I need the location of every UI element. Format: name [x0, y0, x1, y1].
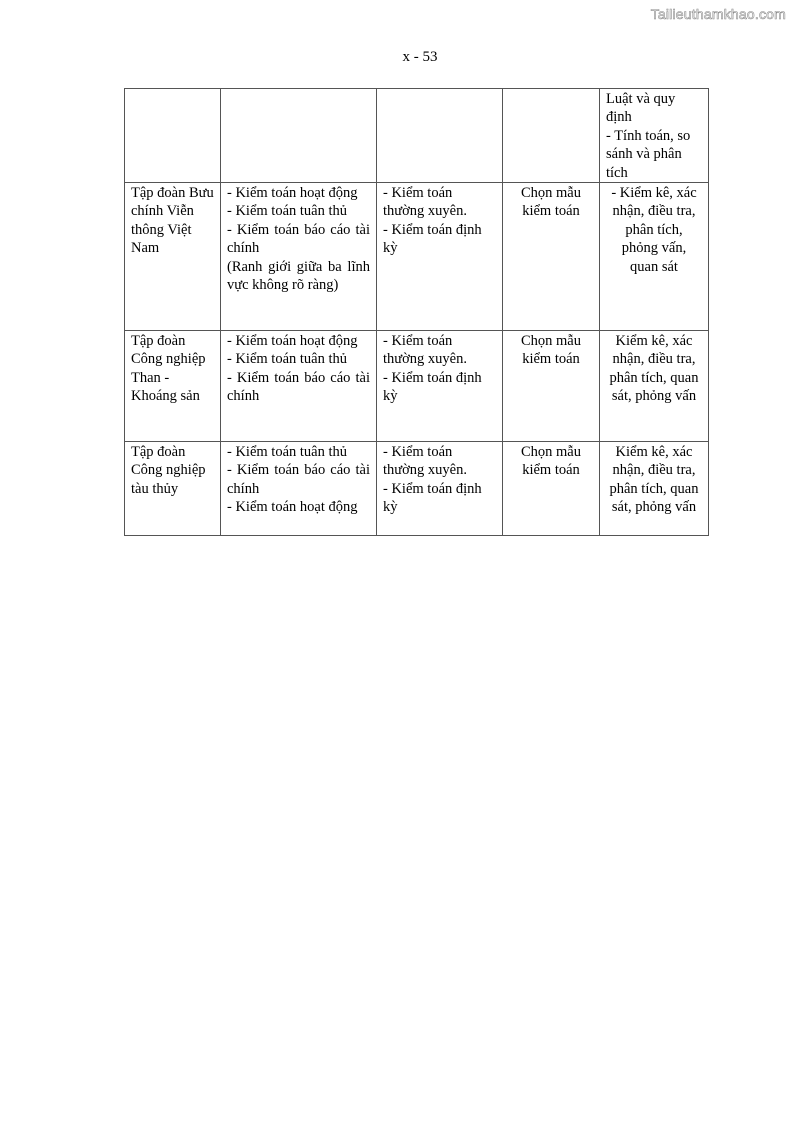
- audit-type-cell: [221, 442, 377, 536]
- table-cell: [221, 89, 377, 183]
- table-cell: [503, 89, 600, 183]
- audit-frequency-cell: [377, 331, 503, 442]
- table-row: [125, 89, 709, 183]
- group-name-cell: Tập đoàn Bưu chính Viễn thông Việt Nam: [125, 183, 221, 331]
- audit-frequency-cell: [377, 183, 503, 331]
- page-number: x - 53: [402, 49, 438, 65]
- table-cell: [600, 89, 709, 183]
- cell-line: - Kiểm toán báo cáo tài chính: [227, 369, 370, 405]
- cell-line: (Ranh giới giữa ba lĩnh vực không rõ ràng): [227, 258, 370, 294]
- table-row: [125, 183, 709, 331]
- sampling-cell: Chọn mẫu kiểm toán: [503, 442, 600, 536]
- cell-line: - Kiểm toán hoạt động: [227, 185, 358, 202]
- method-cell: Kiểm kê, xác nhận, điều tra, phân tích, quan sát, phỏng vấn: [600, 442, 709, 536]
- audit-comparison-table: [124, 88, 709, 536]
- sampling-cell: Chọn mẫu kiểm toán: [503, 331, 600, 442]
- cell-line: Luật và quy định: [606, 91, 676, 126]
- cell-line: - Kiểm toán tuân thủ: [227, 351, 348, 368]
- cell-line: - Kiểm toán tuân thủ: [227, 444, 348, 461]
- method-cell: Kiểm kê, xác nhận, điều tra, phân tích, quan sát, phỏng vấn: [600, 331, 709, 442]
- cell-line: - Kiểm toán hoạt động: [227, 333, 358, 350]
- audit-frequency-cell: [377, 442, 503, 536]
- audit-type-cell: [221, 331, 377, 442]
- cell-line: - Kiểm toán thường xuyên.: [383, 185, 467, 220]
- table-cell: [377, 89, 503, 183]
- method-cell: - Kiểm kê, xác nhận, điều tra, phân tích, phỏng vấn, quan sát: [600, 183, 709, 331]
- table-cell: [125, 89, 221, 183]
- cell-line: - Kiểm toán định kỳ: [383, 221, 482, 257]
- audit-type-cell: [221, 183, 377, 331]
- cell-line: - Kiểm toán thường xuyên.: [383, 444, 467, 479]
- group-name-cell: Tập đoàn Công nghiệp Than - Khoáng sản: [125, 331, 221, 442]
- cell-line: - Kiểm toán tuân thủ: [227, 203, 348, 220]
- table-row: [125, 442, 709, 536]
- table-row: [125, 331, 709, 442]
- cell-line: - Tính toán, so sánh và phân tích: [606, 127, 691, 181]
- sampling-cell: Chọn mẫu kiểm toán: [503, 183, 600, 331]
- cell-line: - Kiểm toán hoạt động: [227, 499, 358, 516]
- cell-line: - Kiểm toán định kỳ: [383, 369, 482, 405]
- cell-line: - Kiểm toán báo cáo tài chính: [227, 462, 370, 497]
- cell-line: - Kiểm toán báo cáo tài chính: [227, 221, 370, 257]
- watermark-text: Tailieuthamkhao.com: [650, 6, 786, 22]
- group-name-cell: Tập đoàn Công nghiệp tàu thủy: [125, 442, 221, 536]
- cell-line: - Kiểm toán thường xuyên.: [383, 333, 467, 368]
- cell-line: - Kiểm toán định kỳ: [383, 480, 482, 516]
